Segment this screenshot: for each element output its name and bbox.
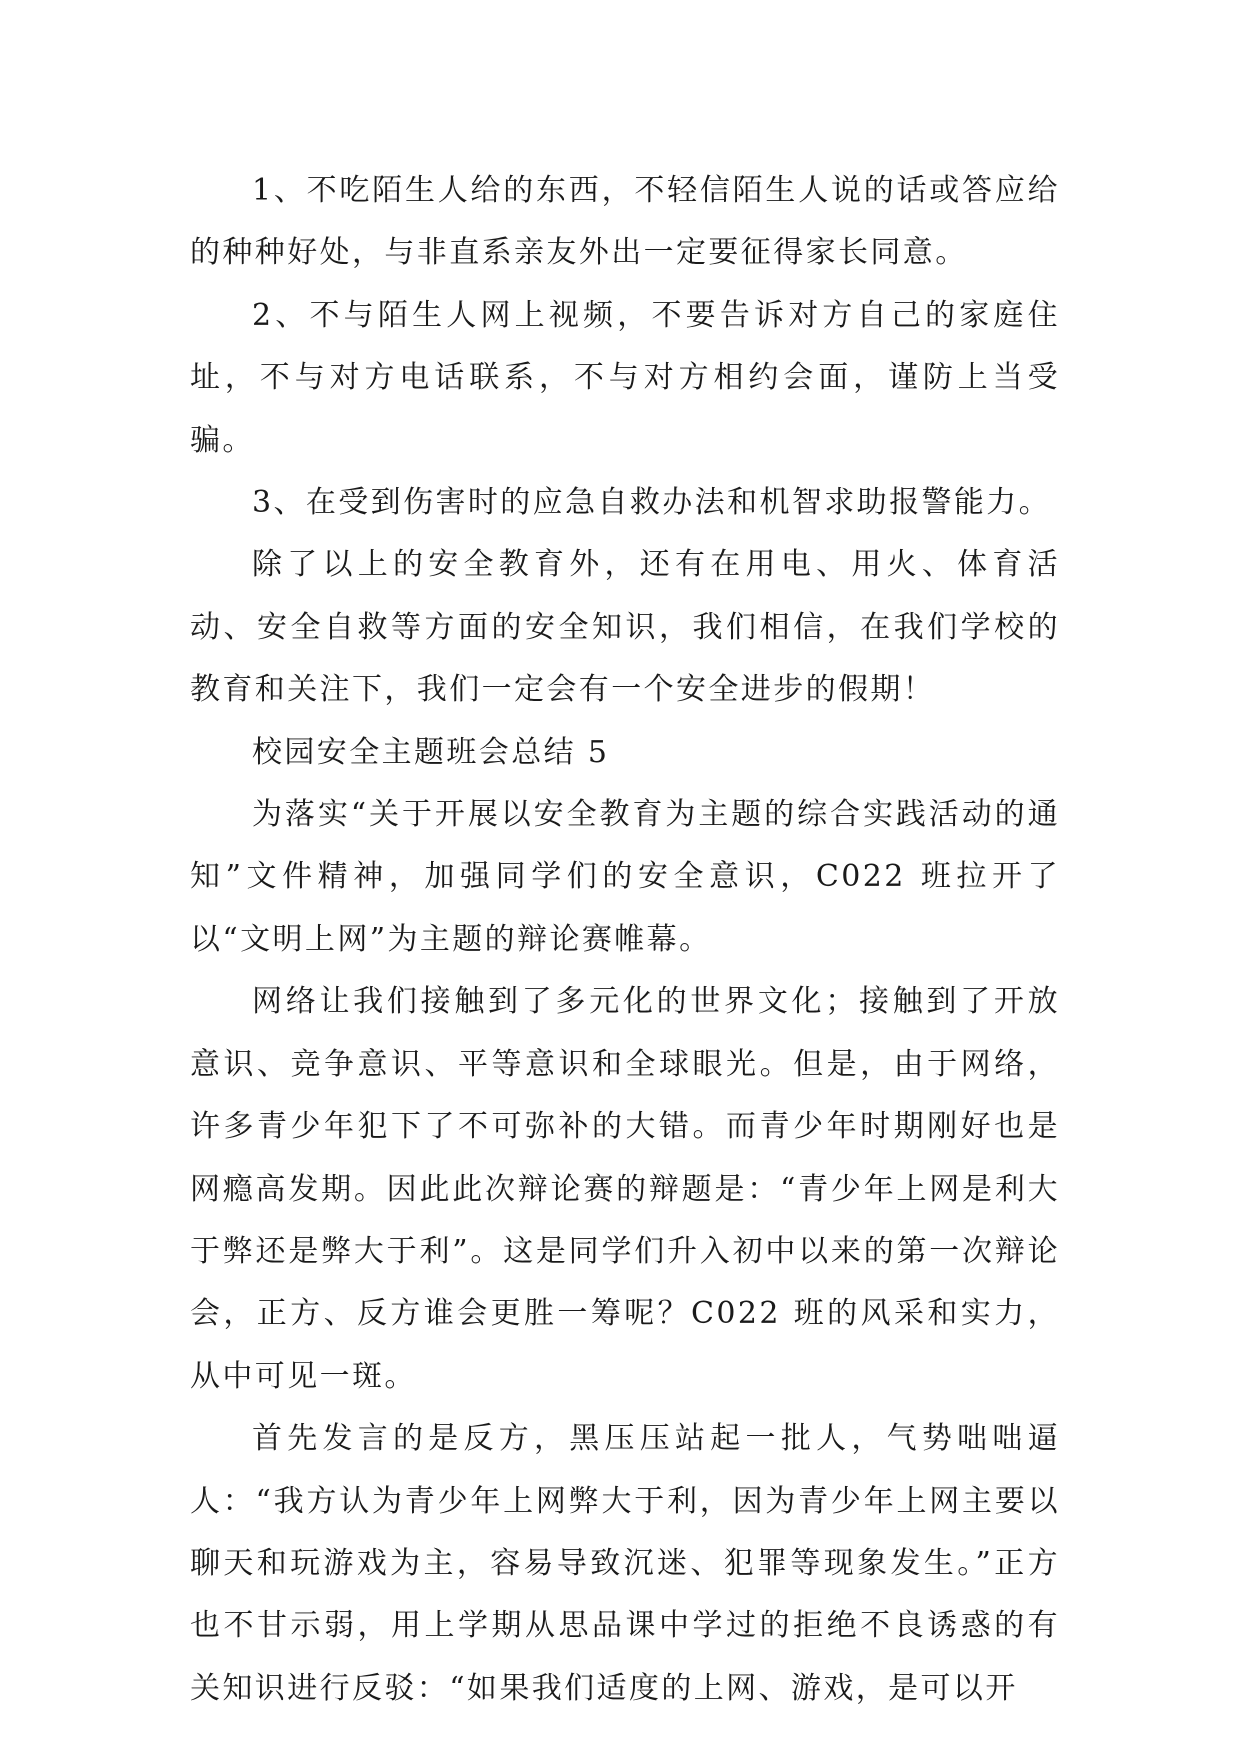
- paragraph-1: 1、不吃陌生人给的东西，不轻信陌生人说的话或答应给的种种好处，与非直系亲友外出一定要征得家长同意。: [190, 173, 1060, 271]
- paragraph-5: 为落实“关于开展以安全教育为主题的综合实践活动的通知”文件精神，加强同学们的安全意识，C022 班拉开了以“文明上网”为主题的辩论赛帷幕。: [190, 797, 1060, 957]
- paragraph-4: 除了以上的安全教育外，还有在用电、用火、体育活动、安全自救等方面的安全知识，我们相信，在我们学校的教育和关注下，我们一定会有一个安全进步的假期！: [190, 547, 1060, 708]
- document-body: [190, 160, 1060, 1720]
- section-heading: 校园安全主题班会总结 5: [252, 734, 610, 770]
- paragraph-3: 3、在受到伤害时的应急自救办法和机智求助报警能力。: [252, 485, 1052, 521]
- paragraph-2: 2、不与陌生人网上视频，不要告诉对方自己的家庭住址，不与对方电话联系，不与对方相约会面，谨防上当受骗。: [190, 297, 1060, 458]
- paragraph-7: 首先发言的是反方，黑压压站起一批人，气势咄咄逼人：“我方认为青少年上网弊大于利，因为青少年上网主要以聊天和玩游戏为主，容易导致沉迷、犯罪等现象发生。”正方也不甘示弱，用上学期从思品课中学过的拒绝不良诱惑的有关知识进行反驳：“如果我们适度的上网、游戏，是可以开: [190, 1421, 1060, 1706]
- paragraph-6: 网络让我们接触到了多元化的世界文化；接触到了开放意识、竞争意识、平等意识和全球眼光。但是，由于网络，许多青少年犯下了不可弥补的大错。而青少年时期刚好也是网瘾高发期。因此此次辩论赛的辩题是：“青少年上网是利大于弊还是弊大于利”。这是同学们升入初中以来的第一次辩论会，正方、反方谁会更胜一筹呢？C022 班的风采和实力，从中可见一斑。: [190, 984, 1060, 1394]
